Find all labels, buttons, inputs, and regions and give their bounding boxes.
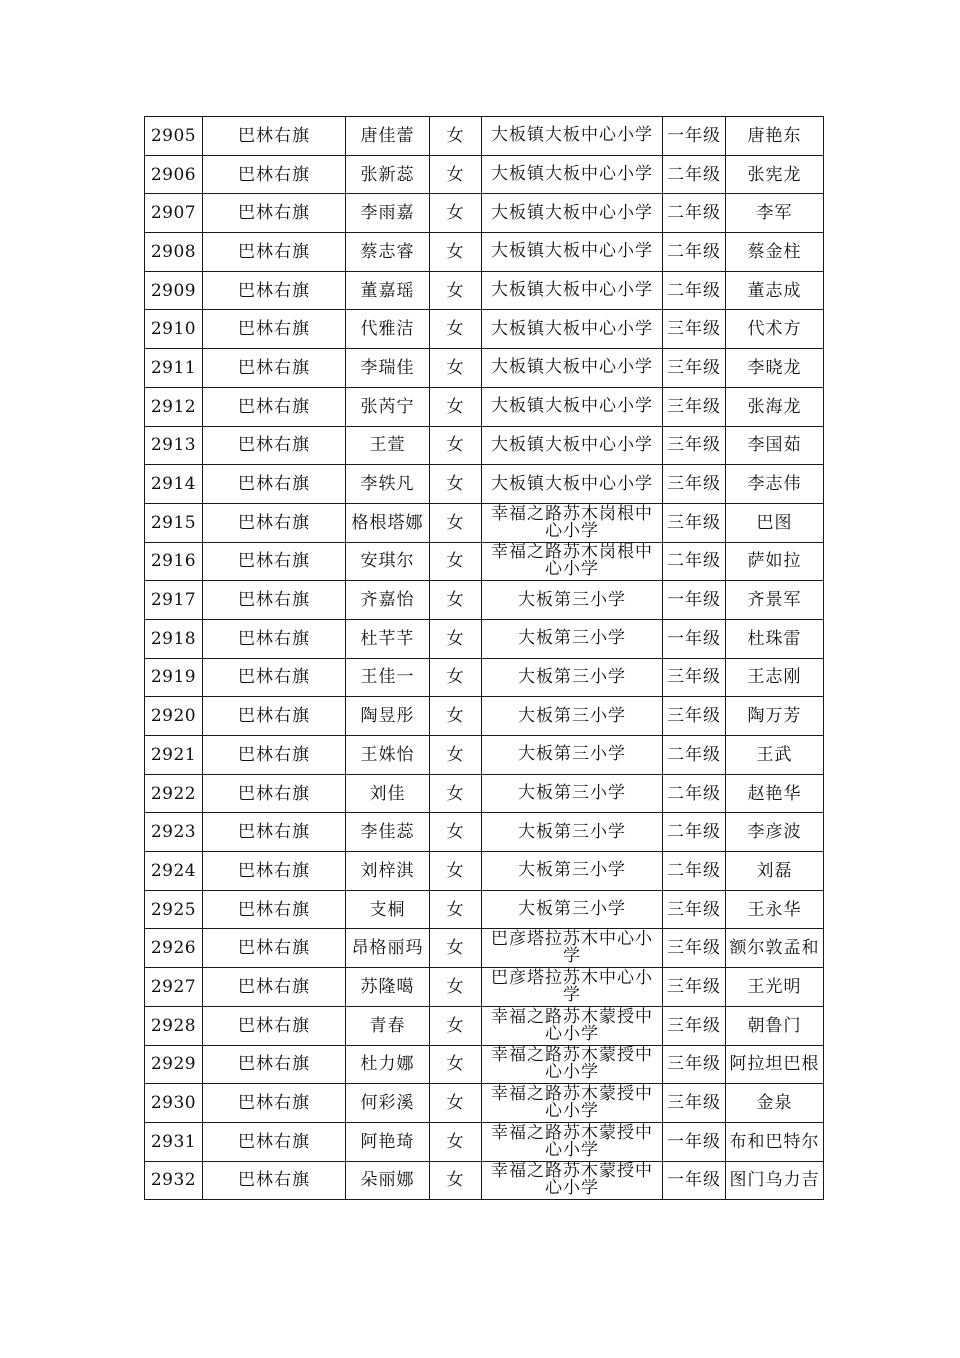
guardian-name: 王光明	[726, 968, 824, 1007]
gender-cell: 女	[430, 658, 482, 697]
roster-table	[144, 116, 824, 1200]
table-row	[145, 813, 824, 852]
gender-cell: 女	[430, 1122, 482, 1161]
row-number: 2925	[145, 890, 203, 929]
grade-cell: 一年级	[663, 619, 726, 658]
gender-cell: 女	[430, 1045, 482, 1084]
banner-cell: 巴林右旗	[203, 503, 346, 542]
gender-cell: 女	[430, 1006, 482, 1045]
student-name: 杜力娜	[346, 1045, 430, 1084]
guardian-name: 布和巴特尔	[726, 1122, 824, 1161]
school-name: 大板镇大板中心小学	[482, 387, 663, 426]
grade-cell: 三年级	[663, 929, 726, 968]
row-number: 2926	[145, 929, 203, 968]
banner-cell: 巴林右旗	[203, 155, 346, 194]
gender-cell: 女	[430, 813, 482, 852]
row-number: 2921	[145, 736, 203, 775]
grade-cell: 二年级	[663, 233, 726, 272]
school-name: 大板第三小学	[482, 697, 663, 736]
banner-cell: 巴林右旗	[203, 465, 346, 504]
student-name: 李瑞佳	[346, 349, 430, 388]
row-number: 2923	[145, 813, 203, 852]
banner-cell: 巴林右旗	[203, 1161, 346, 1200]
table-row	[145, 1084, 824, 1123]
banner-cell: 巴林右旗	[203, 426, 346, 465]
school-name: 大板第三小学	[482, 852, 663, 891]
row-number: 2922	[145, 774, 203, 813]
row-number: 2920	[145, 697, 203, 736]
grade-cell: 三年级	[663, 426, 726, 465]
row-number: 2927	[145, 968, 203, 1007]
student-name: 齐嘉怡	[346, 581, 430, 620]
row-number: 2905	[145, 117, 203, 156]
table-row	[145, 658, 824, 697]
student-name: 李轶凡	[346, 465, 430, 504]
school-name: 大板镇大板中心小学	[482, 194, 663, 233]
row-number: 2914	[145, 465, 203, 504]
school-name: 幸福之路苏木蒙授中心小学	[482, 1045, 663, 1084]
banner-cell: 巴林右旗	[203, 1122, 346, 1161]
row-number: 2911	[145, 349, 203, 388]
banner-cell: 巴林右旗	[203, 194, 346, 233]
guardian-name: 蔡金柱	[726, 233, 824, 272]
gender-cell: 女	[430, 619, 482, 658]
gender-cell: 女	[430, 155, 482, 194]
row-number: 2916	[145, 542, 203, 581]
gender-cell: 女	[430, 929, 482, 968]
guardian-name: 李志伟	[726, 465, 824, 504]
gender-cell: 女	[430, 233, 482, 272]
school-name: 大板镇大板中心小学	[482, 426, 663, 465]
guardian-name: 齐景军	[726, 581, 824, 620]
table-row	[145, 349, 824, 388]
table-row	[145, 465, 824, 504]
grade-cell: 三年级	[663, 890, 726, 929]
gender-cell: 女	[430, 194, 482, 233]
gender-cell: 女	[430, 349, 482, 388]
guardian-name: 朝鲁门	[726, 1006, 824, 1045]
roster-body	[145, 117, 824, 1200]
banner-cell: 巴林右旗	[203, 387, 346, 426]
guardian-name: 金泉	[726, 1084, 824, 1123]
banner-cell: 巴林右旗	[203, 1084, 346, 1123]
gender-cell: 女	[430, 465, 482, 504]
student-name: 王佳一	[346, 658, 430, 697]
row-number: 2930	[145, 1084, 203, 1123]
student-name: 格根塔娜	[346, 503, 430, 542]
student-name: 陶昱彤	[346, 697, 430, 736]
banner-cell: 巴林右旗	[203, 890, 346, 929]
gender-cell: 女	[430, 426, 482, 465]
school-name: 巴彦塔拉苏木中心小学	[482, 929, 663, 968]
student-name: 王姝怡	[346, 736, 430, 775]
row-number: 2912	[145, 387, 203, 426]
banner-cell: 巴林右旗	[203, 929, 346, 968]
school-name: 大板镇大板中心小学	[482, 310, 663, 349]
guardian-name: 王志刚	[726, 658, 824, 697]
student-name: 阿艳琦	[346, 1122, 430, 1161]
grade-cell: 三年级	[663, 1084, 726, 1123]
school-name: 大板第三小学	[482, 619, 663, 658]
banner-cell: 巴林右旗	[203, 852, 346, 891]
student-name: 朵丽娜	[346, 1161, 430, 1200]
table-row	[145, 387, 824, 426]
student-name: 支桐	[346, 890, 430, 929]
school-name: 大板镇大板中心小学	[482, 271, 663, 310]
grade-cell: 三年级	[663, 697, 726, 736]
table-row	[145, 1006, 824, 1045]
banner-cell: 巴林右旗	[203, 310, 346, 349]
grade-cell: 一年级	[663, 1161, 726, 1200]
grade-cell: 二年级	[663, 813, 726, 852]
banner-cell: 巴林右旗	[203, 658, 346, 697]
table-row	[145, 1122, 824, 1161]
gender-cell: 女	[430, 117, 482, 156]
row-number: 2929	[145, 1045, 203, 1084]
guardian-name: 董志成	[726, 271, 824, 310]
student-name: 李雨嘉	[346, 194, 430, 233]
banner-cell: 巴林右旗	[203, 233, 346, 272]
student-name: 代雅洁	[346, 310, 430, 349]
student-name: 刘梓淇	[346, 852, 430, 891]
gender-cell: 女	[430, 581, 482, 620]
guardian-name: 张海龙	[726, 387, 824, 426]
guardian-name: 李彦波	[726, 813, 824, 852]
school-name: 幸福之路苏木蒙授中心小学	[482, 1084, 663, 1123]
row-number: 2919	[145, 658, 203, 697]
banner-cell: 巴林右旗	[203, 697, 346, 736]
grade-cell: 一年级	[663, 117, 726, 156]
table-row	[145, 233, 824, 272]
school-name: 巴彦塔拉苏木中心小学	[482, 968, 663, 1007]
table-row	[145, 310, 824, 349]
school-name: 大板第三小学	[482, 890, 663, 929]
row-number: 2908	[145, 233, 203, 272]
student-name: 安琪尔	[346, 542, 430, 581]
gender-cell: 女	[430, 310, 482, 349]
banner-cell: 巴林右旗	[203, 271, 346, 310]
banner-cell: 巴林右旗	[203, 1006, 346, 1045]
banner-cell: 巴林右旗	[203, 619, 346, 658]
gender-cell: 女	[430, 890, 482, 929]
banner-cell: 巴林右旗	[203, 968, 346, 1007]
school-name: 大板第三小学	[482, 774, 663, 813]
grade-cell: 二年级	[663, 852, 726, 891]
gender-cell: 女	[430, 271, 482, 310]
student-name: 张新蕊	[346, 155, 430, 194]
row-number: 2915	[145, 503, 203, 542]
banner-cell: 巴林右旗	[203, 581, 346, 620]
guardian-name: 赵艳华	[726, 774, 824, 813]
grade-cell: 二年级	[663, 155, 726, 194]
guardian-name: 萨如拉	[726, 542, 824, 581]
table-row	[145, 426, 824, 465]
grade-cell: 一年级	[663, 1122, 726, 1161]
grade-cell: 三年级	[663, 310, 726, 349]
row-number: 2931	[145, 1122, 203, 1161]
grade-cell: 三年级	[663, 387, 726, 426]
banner-cell: 巴林右旗	[203, 736, 346, 775]
row-number: 2910	[145, 310, 203, 349]
row-number: 2906	[145, 155, 203, 194]
school-name: 大板第三小学	[482, 581, 663, 620]
gender-cell: 女	[430, 774, 482, 813]
row-number: 2909	[145, 271, 203, 310]
guardian-name: 图门乌力吉	[726, 1161, 824, 1200]
grade-cell: 三年级	[663, 1006, 726, 1045]
grade-cell: 三年级	[663, 968, 726, 1007]
banner-cell: 巴林右旗	[203, 117, 346, 156]
gender-cell: 女	[430, 387, 482, 426]
table-row	[145, 852, 824, 891]
grade-cell: 二年级	[663, 271, 726, 310]
table-row	[145, 194, 824, 233]
row-number: 2913	[145, 426, 203, 465]
guardian-name: 李晓龙	[726, 349, 824, 388]
guardian-name: 王武	[726, 736, 824, 775]
grade-cell: 三年级	[663, 503, 726, 542]
grade-cell: 二年级	[663, 774, 726, 813]
student-name: 李佳蕊	[346, 813, 430, 852]
guardian-name: 李军	[726, 194, 824, 233]
guardian-name: 王永华	[726, 890, 824, 929]
table-row	[145, 774, 824, 813]
row-number: 2932	[145, 1161, 203, 1200]
table-row	[145, 117, 824, 156]
school-name: 大板镇大板中心小学	[482, 155, 663, 194]
table-row	[145, 1161, 824, 1200]
student-name: 张芮宁	[346, 387, 430, 426]
grade-cell: 三年级	[663, 1045, 726, 1084]
guardian-name: 张宪龙	[726, 155, 824, 194]
school-name: 大板镇大板中心小学	[482, 465, 663, 504]
gender-cell: 女	[430, 1084, 482, 1123]
table-row	[145, 581, 824, 620]
student-name: 蔡志睿	[346, 233, 430, 272]
row-number: 2918	[145, 619, 203, 658]
grade-cell: 三年级	[663, 465, 726, 504]
banner-cell: 巴林右旗	[203, 774, 346, 813]
row-number: 2924	[145, 852, 203, 891]
table-row	[145, 1045, 824, 1084]
grade-cell: 二年级	[663, 194, 726, 233]
table-row	[145, 271, 824, 310]
guardian-name: 杜珠雷	[726, 619, 824, 658]
student-name: 唐佳蕾	[346, 117, 430, 156]
school-name: 大板第三小学	[482, 813, 663, 852]
student-name: 董嘉瑶	[346, 271, 430, 310]
banner-cell: 巴林右旗	[203, 542, 346, 581]
table-row	[145, 619, 824, 658]
student-name: 青春	[346, 1006, 430, 1045]
student-name: 刘佳	[346, 774, 430, 813]
grade-cell: 一年级	[663, 581, 726, 620]
school-name: 幸福之路苏木岗根中心小学	[482, 542, 663, 581]
guardian-name: 巴图	[726, 503, 824, 542]
student-name: 苏隆噶	[346, 968, 430, 1007]
gender-cell: 女	[430, 1161, 482, 1200]
school-name: 大板镇大板中心小学	[482, 117, 663, 156]
guardian-name: 陶万芳	[726, 697, 824, 736]
row-number: 2907	[145, 194, 203, 233]
guardian-name: 代术方	[726, 310, 824, 349]
student-name: 何彩溪	[346, 1084, 430, 1123]
grade-cell: 三年级	[663, 658, 726, 697]
row-number: 2917	[145, 581, 203, 620]
school-name: 大板镇大板中心小学	[482, 349, 663, 388]
gender-cell: 女	[430, 697, 482, 736]
school-name: 大板镇大板中心小学	[482, 233, 663, 272]
gender-cell: 女	[430, 968, 482, 1007]
table-row	[145, 697, 824, 736]
table-row	[145, 155, 824, 194]
guardian-name: 李国茹	[726, 426, 824, 465]
student-name: 杜芊芊	[346, 619, 430, 658]
table-row	[145, 890, 824, 929]
student-name: 王萱	[346, 426, 430, 465]
table-row	[145, 503, 824, 542]
student-name: 昂格丽玛	[346, 929, 430, 968]
gender-cell: 女	[430, 736, 482, 775]
table-row	[145, 542, 824, 581]
table-row	[145, 968, 824, 1007]
school-name: 幸福之路苏木蒙授中心小学	[482, 1006, 663, 1045]
grade-cell: 二年级	[663, 542, 726, 581]
school-name: 幸福之路苏木蒙授中心小学	[482, 1161, 663, 1200]
banner-cell: 巴林右旗	[203, 349, 346, 388]
guardian-name: 刘磊	[726, 852, 824, 891]
grade-cell: 二年级	[663, 736, 726, 775]
banner-cell: 巴林右旗	[203, 813, 346, 852]
guardian-name: 额尔敦孟和	[726, 929, 824, 968]
school-name: 幸福之路苏木蒙授中心小学	[482, 1122, 663, 1161]
school-name: 幸福之路苏木岗根中心小学	[482, 503, 663, 542]
row-number: 2928	[145, 1006, 203, 1045]
grade-cell: 三年级	[663, 349, 726, 388]
table-row	[145, 736, 824, 775]
school-name: 大板第三小学	[482, 658, 663, 697]
school-name: 大板第三小学	[482, 736, 663, 775]
table-row	[145, 929, 824, 968]
guardian-name: 唐艳东	[726, 117, 824, 156]
gender-cell: 女	[430, 542, 482, 581]
gender-cell: 女	[430, 503, 482, 542]
gender-cell: 女	[430, 852, 482, 891]
guardian-name: 阿拉坦巴根	[726, 1045, 824, 1084]
banner-cell: 巴林右旗	[203, 1045, 346, 1084]
